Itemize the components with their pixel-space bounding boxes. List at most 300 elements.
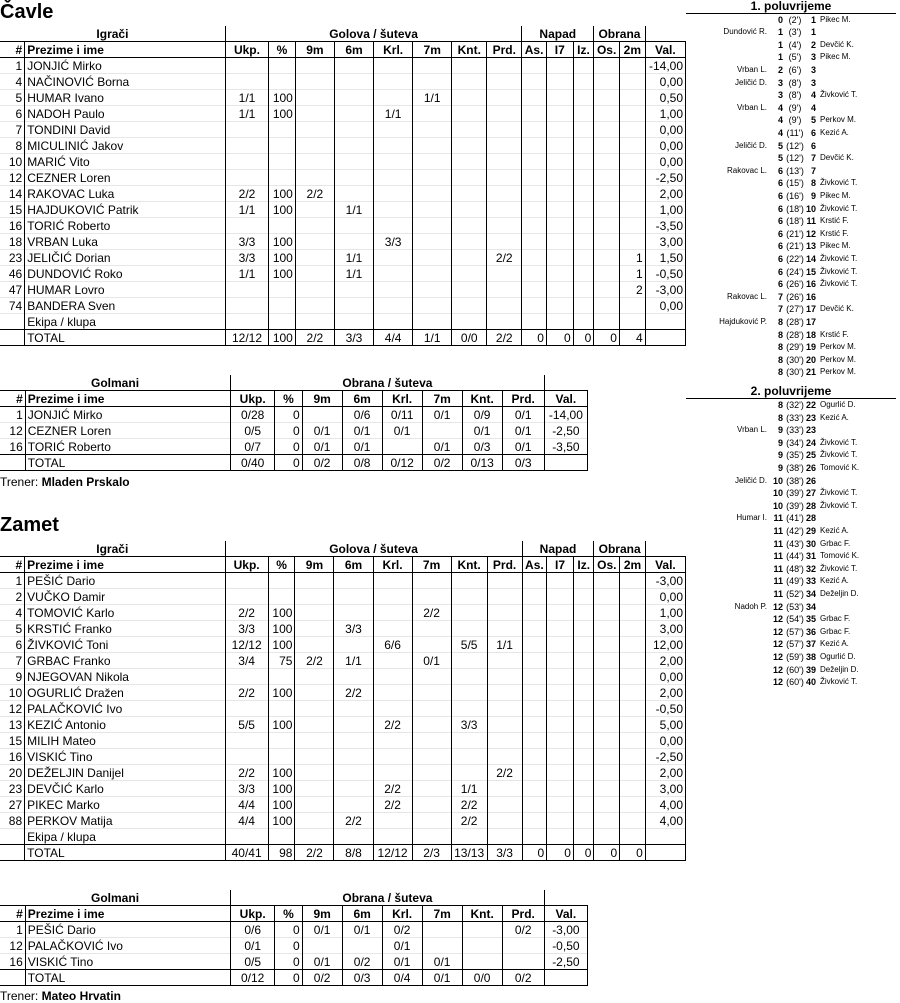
table-cell [547, 621, 574, 637]
table-cell: 3/4 [225, 653, 268, 669]
table-cell [269, 282, 296, 298]
table-cell [594, 58, 620, 74]
table-row [0, 58, 686, 74]
minute: (12') [786, 140, 804, 151]
table-cell [452, 298, 487, 314]
home-score: 3 [777, 77, 783, 88]
column-header: 6m [334, 42, 373, 58]
table-cell [295, 765, 334, 781]
table-cell: PEŠIĆ Dario [25, 922, 230, 938]
table-cell [620, 765, 646, 781]
table-cell [452, 202, 487, 218]
table-cell [487, 653, 522, 669]
table-cell [374, 218, 413, 234]
table-cell: 3/3 [451, 717, 487, 733]
column-header: Prd. [487, 42, 522, 58]
table-cell: 74 [0, 298, 25, 314]
table-cell [374, 170, 413, 186]
table-cell [547, 589, 574, 605]
table-cell: 7 [0, 122, 25, 138]
table-cell [373, 701, 412, 717]
table-cell: 2/2 [451, 797, 487, 813]
table-row [0, 701, 686, 717]
table-cell: 1 [619, 266, 645, 282]
table-cell [334, 717, 373, 733]
score-event [686, 190, 900, 203]
table-cell: 4 [619, 330, 645, 346]
minute: (24') [786, 266, 804, 277]
table-cell [594, 122, 620, 138]
table-cell [334, 218, 373, 234]
table-cell [413, 234, 452, 250]
table-cell [225, 74, 268, 90]
table-cell: 0 [547, 845, 574, 861]
goalkeepers-table [0, 375, 588, 471]
table-cell [487, 621, 522, 637]
column-header: 9m [295, 557, 334, 573]
table-cell [225, 138, 268, 154]
table-cell [295, 621, 334, 637]
score-event [686, 228, 900, 241]
away-scorer: Krstić F. [820, 216, 849, 226]
table-cell [487, 186, 522, 202]
table-cell: 10 [0, 685, 25, 701]
table-cell [487, 813, 522, 829]
table-cell [547, 653, 574, 669]
table-cell [522, 589, 547, 605]
table-cell [334, 58, 373, 74]
table-cell: 2/2 [295, 845, 334, 861]
table-cell [413, 282, 452, 298]
away-score: 34 [805, 589, 816, 599]
table-cell: 0,00 [645, 589, 685, 605]
table-row [0, 669, 686, 685]
table-cell [374, 186, 413, 202]
table-cell [334, 733, 373, 749]
table-cell: PIKEC Marko [25, 797, 225, 813]
table-row [0, 407, 588, 423]
table-cell [487, 749, 522, 765]
table-cell: BANDERA Sven [25, 298, 226, 314]
table-cell: 0/1 [231, 938, 275, 954]
table-cell: 0 [275, 439, 302, 455]
away-score: 14 [805, 253, 816, 264]
table-cell [412, 797, 451, 813]
table-cell: HAJDUKOVIĆ Patrik [25, 202, 226, 218]
table-cell: 0/2 [382, 922, 422, 938]
table-cell [594, 685, 620, 701]
table-cell [373, 765, 412, 781]
table-cell: 4/4 [374, 330, 413, 346]
coach-label: Trener: [0, 989, 39, 1003]
table-cell: 12 [0, 170, 25, 186]
table-cell [0, 829, 25, 845]
minute: (41') [786, 513, 804, 524]
table-cell [573, 637, 594, 653]
table-cell [334, 701, 373, 717]
table-cell [619, 74, 645, 90]
home-scorer: Jeličić D. [734, 475, 767, 485]
group-header: Igrači [0, 26, 225, 42]
table-cell: 0 [573, 845, 594, 861]
column-header: Knt. [462, 906, 502, 922]
table-cell: 46 [0, 266, 25, 282]
home-scorer: Vrban L. [737, 64, 767, 74]
table-cell: 0/2 [422, 455, 462, 471]
table-cell [295, 234, 334, 250]
away-scorer: Živković T. [820, 450, 858, 460]
column-header: Krl. [373, 557, 412, 573]
table-cell: 3/3 [487, 845, 522, 861]
home-score: 12 [773, 601, 784, 612]
table-cell [334, 749, 373, 765]
table-cell: 2/2 [487, 765, 522, 781]
table-cell: 0/2 [302, 970, 342, 986]
away-scorer: Pikec M. [820, 52, 851, 62]
table-cell: 1/1 [225, 90, 268, 106]
table-row [0, 314, 686, 330]
table-cell [295, 58, 334, 74]
table-cell: 0/1 [422, 970, 462, 986]
table-cell [522, 282, 547, 298]
table-cell [373, 685, 412, 701]
table-cell: 3,00 [645, 234, 685, 250]
table-cell: 0 [275, 455, 302, 471]
home-scorer: Jeličić D. [734, 140, 767, 150]
table-cell: 100 [269, 330, 296, 346]
column-header: # [0, 42, 25, 58]
table-cell [502, 954, 544, 970]
table-cell: 0/1 [302, 922, 342, 938]
table-cell [413, 266, 452, 282]
table-cell [573, 122, 594, 138]
table-cell [0, 845, 25, 861]
table-cell [620, 701, 646, 717]
away-score: 36 [805, 626, 816, 637]
minute: (11') [786, 127, 804, 138]
score-event [686, 563, 900, 576]
table-cell [620, 685, 646, 701]
away-scorer: Grbac F. [820, 626, 851, 636]
minute: (26') [786, 279, 804, 290]
column-header: As. [522, 42, 547, 58]
table-cell: 2,00 [645, 186, 685, 202]
table-cell [547, 685, 574, 701]
away-score: 11 [806, 216, 816, 227]
table-cell [547, 669, 574, 685]
table-cell [412, 749, 451, 765]
table-cell [487, 829, 522, 845]
table-cell: 0 [522, 845, 547, 861]
home-score: 7 [777, 304, 783, 315]
minute: (43') [786, 538, 804, 549]
table-cell: TOTAL [25, 845, 225, 861]
away-score: 1 [810, 27, 816, 38]
table-cell [546, 154, 573, 170]
away-score: 25 [805, 450, 816, 461]
away-scorer: Živković T. [820, 253, 858, 263]
score-event [686, 550, 900, 563]
table-cell: 5 [0, 90, 25, 106]
table-cell: 0/12 [231, 970, 275, 986]
away-scorer: Živković T. [820, 90, 858, 100]
table-cell: -0,50 [544, 938, 587, 954]
table-cell [547, 765, 574, 781]
table-cell [374, 202, 413, 218]
table-cell: 3/3 [334, 621, 373, 637]
table-cell [334, 669, 373, 685]
score-event [686, 475, 900, 488]
home-score: 0 [777, 14, 783, 25]
table-cell [573, 154, 594, 170]
table-cell: 1/1 [225, 106, 268, 122]
table-cell: Ekipa / klupa [25, 829, 225, 845]
score-event [686, 424, 900, 437]
table-cell: 6 [0, 106, 25, 122]
table-cell: 1/1 [413, 90, 452, 106]
table-cell: 0/1 [462, 423, 502, 439]
table-cell: 8 [0, 138, 25, 154]
minute: (8') [788, 90, 802, 101]
table-cell [413, 298, 452, 314]
table-cell [334, 797, 373, 813]
score-event [686, 127, 900, 140]
table-cell [225, 122, 268, 138]
table-cell: 16 [0, 218, 25, 234]
table-cell [373, 829, 412, 845]
table-cell [412, 829, 451, 845]
table-cell: 15 [0, 733, 25, 749]
table-cell: 2,00 [645, 653, 685, 669]
away-score: 3 [810, 52, 816, 63]
table-cell: 100 [269, 186, 296, 202]
score-event [686, 253, 900, 266]
away-score: 35 [805, 614, 816, 625]
table-cell [295, 106, 334, 122]
table-cell [373, 653, 412, 669]
away-scorer: Devčić K. [820, 39, 854, 49]
home-score: 9 [777, 463, 783, 473]
table-cell [619, 218, 645, 234]
group-header: Napad [522, 541, 594, 557]
table-cell: 1 [0, 922, 25, 938]
table-cell [522, 765, 547, 781]
score-event [686, 664, 900, 677]
away-scorer: Živković T. [820, 563, 858, 573]
table-cell [573, 701, 594, 717]
table-cell [462, 954, 502, 970]
table-cell [594, 829, 620, 845]
table-cell: -0,50 [645, 701, 685, 717]
table-cell: 4 [0, 605, 25, 621]
table-cell: 0 [275, 423, 302, 439]
table-cell [594, 186, 620, 202]
table-cell: 0/0 [462, 970, 502, 986]
home-scorer: Hajduković P. [719, 316, 767, 326]
table-cell: 2/2 [451, 813, 487, 829]
table-cell: -2,50 [645, 749, 685, 765]
table-cell: -2,50 [544, 954, 587, 970]
table-cell [382, 439, 422, 455]
column-header: Ukp. [231, 391, 275, 407]
table-cell: NADOH Paulo [25, 106, 226, 122]
table-cell [295, 90, 334, 106]
table-cell [546, 298, 573, 314]
column-header: 7m [412, 557, 451, 573]
table-cell [412, 717, 451, 733]
table-cell [594, 573, 620, 589]
table-cell [522, 90, 547, 106]
table-cell [522, 106, 547, 122]
table-cell [451, 829, 487, 845]
minute: (35') [786, 450, 804, 461]
table-cell: 0/3 [342, 970, 382, 986]
away-score: 2 [810, 39, 816, 50]
table-cell [269, 122, 296, 138]
table-cell [547, 749, 574, 765]
column-header: 9m [295, 42, 334, 58]
table-cell: 2/2 [373, 797, 412, 813]
table-cell: 0/40 [231, 455, 275, 471]
away-score: 1 [810, 14, 816, 25]
group-header: Obrana [594, 26, 645, 42]
table-cell [594, 90, 620, 106]
coach-name: Mateo Hrvatin [41, 989, 121, 1003]
away-scorer: Ogurlić D. [820, 652, 856, 661]
table-cell: 6/6 [373, 637, 412, 653]
table-cell: 3/3 [225, 621, 268, 637]
table-cell: 9 [0, 669, 25, 685]
table-cell: 1 [0, 58, 25, 74]
minute: (60') [786, 664, 804, 675]
table-cell [451, 573, 487, 589]
table-cell [573, 685, 594, 701]
table-cell [302, 407, 342, 423]
home-score: 6 [777, 241, 783, 252]
table-cell [374, 298, 413, 314]
table-cell: VRBAN Luka [25, 234, 226, 250]
table-cell: 16 [0, 954, 25, 970]
home-score: 11 [773, 513, 783, 524]
home-scorer: Humar I. [736, 513, 767, 523]
table-cell: 0/9 [462, 407, 502, 423]
table-row [0, 573, 686, 589]
home-score: 11 [773, 576, 783, 587]
table-cell [619, 154, 645, 170]
team-name: Čavle [0, 1, 54, 23]
table-cell [452, 186, 487, 202]
table-cell [295, 266, 334, 282]
away-score: 16 [805, 279, 816, 290]
score-event [686, 354, 900, 367]
table-cell: -3,50 [544, 439, 587, 455]
away-scorer: Devčić K. [820, 304, 854, 314]
table-cell [422, 423, 462, 439]
home-score: 10 [773, 500, 784, 511]
table-row [0, 170, 686, 186]
score-event [686, 114, 900, 127]
table-cell [487, 154, 522, 170]
table-cell: 1/1 [334, 202, 373, 218]
table-cell: MICULINIĆ Jakov [25, 138, 226, 154]
table-cell [522, 250, 547, 266]
table-cell: 1/1 [487, 637, 522, 653]
players-table [0, 26, 686, 346]
table-cell [546, 170, 573, 186]
table-cell [412, 637, 451, 653]
table-cell [334, 314, 373, 330]
table-cell: 100 [268, 621, 295, 637]
away-score: 17 [805, 304, 816, 315]
table-cell [594, 797, 620, 813]
away-score: 3 [810, 64, 816, 75]
table-cell: PALAČKOVIĆ Ivo [25, 701, 225, 717]
table-cell [594, 781, 620, 797]
away-scorer: Tomović K. [820, 463, 860, 472]
table-cell [573, 58, 594, 74]
table-cell: 1,00 [645, 605, 685, 621]
table-cell [413, 122, 452, 138]
home-score: 6 [777, 266, 783, 277]
score-event [686, 487, 900, 500]
table-cell [544, 455, 587, 471]
table-cell: 0 [594, 845, 620, 861]
table-cell [487, 138, 522, 154]
table-cell: 12 [0, 938, 25, 954]
away-scorer: Kezić A. [820, 412, 849, 422]
minute: (4') [788, 39, 802, 50]
table-cell: 0 [275, 954, 302, 970]
column-header: I7 [547, 557, 574, 573]
away-scorer: Perkov M. [820, 342, 857, 352]
table-cell: 1/1 [451, 781, 487, 797]
table-cell [225, 58, 268, 74]
table-cell: 0/3 [462, 439, 502, 455]
table-cell: 0,00 [645, 138, 685, 154]
table-row [0, 266, 686, 282]
table-cell [573, 589, 594, 605]
table-cell: 1/1 [374, 106, 413, 122]
table-cell [413, 74, 452, 90]
home-score: 11 [773, 538, 783, 549]
table-cell: 12 [0, 423, 25, 439]
table-cell [546, 58, 573, 74]
score-event [686, 291, 900, 304]
table-cell: 12/12 [373, 845, 412, 861]
score-event [686, 512, 900, 525]
table-cell [373, 605, 412, 621]
table-cell [412, 813, 451, 829]
table-cell [487, 781, 522, 797]
table-cell [295, 170, 334, 186]
minute: (9') [788, 115, 802, 126]
column-header: Krl. [382, 391, 422, 407]
table-cell [334, 589, 373, 605]
column-header: % [275, 906, 302, 922]
table-cell: 0/1 [422, 407, 462, 423]
table-cell [594, 765, 620, 781]
table-row [0, 605, 686, 621]
table-cell [522, 186, 547, 202]
table-cell: 2/3 [412, 845, 451, 861]
home-score: 5 [777, 153, 783, 164]
score-event [686, 341, 900, 354]
home-scorer: Jeličić D. [734, 77, 767, 87]
table-cell [334, 829, 373, 845]
table-cell [452, 106, 487, 122]
table-cell [546, 74, 573, 90]
group-header: Napad [522, 26, 594, 42]
